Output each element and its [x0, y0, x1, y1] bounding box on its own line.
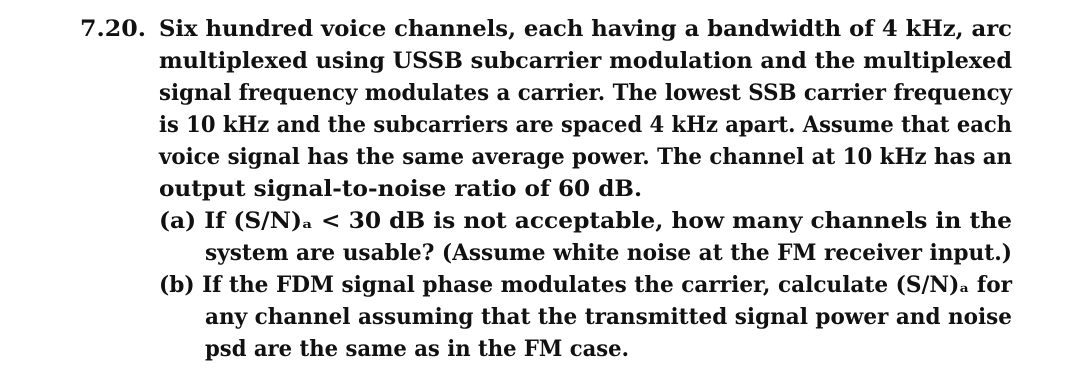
intro-line-5: voice signal has the same average power. The channel at 10 kHz has an	[159, 144, 1012, 170]
part-a-line-2: system are usable? (Assume white noise at the FM receiver input.)	[205, 240, 1012, 266]
intro-line-4: is 10 kHz and the subcarriers are spaced 4 kHz apart. Assume that each	[159, 112, 1012, 138]
intro-line-3: signal frequency modulates a carrier. The lowest SSB carrier frequency	[159, 80, 1012, 106]
part-b-line-1: (b) If the FDM signal phase modulates the carrier, calculate (S/N)ₐ for	[159, 272, 1012, 298]
part-a-line-1: (a) If (S/N)ₐ < 30 dB is not acceptable, how many channels in the	[159, 208, 1012, 234]
intro-line-2: multiplexed using USSB subcarrier modulation and the multiplexed	[159, 48, 1012, 74]
problem-number: 7.20.	[80, 16, 146, 42]
part-b-line-2: any channel assuming that the transmitted signal power and noise	[205, 304, 1012, 330]
intro-line-6: output signal-to-noise ratio of 60 dB.	[159, 176, 642, 202]
intro-line-1: Six hundred voice channels, each having a bandwidth of 4 kHz, arc	[159, 16, 1012, 42]
part-b-line-3: psd are the same as in the FM case.	[205, 336, 629, 362]
